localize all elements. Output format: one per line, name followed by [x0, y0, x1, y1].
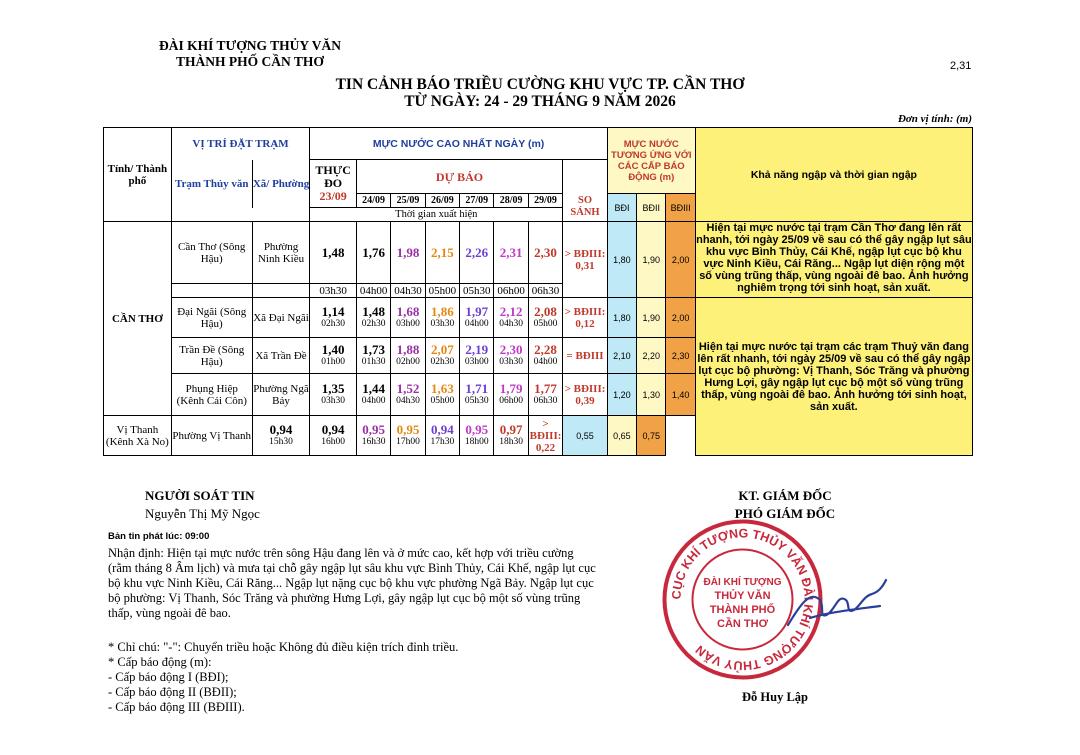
- value-cell: [356, 416, 390, 456]
- time: 16h30: [361, 436, 386, 447]
- value-cell: [528, 298, 562, 338]
- time: 17h30: [430, 436, 455, 447]
- value: 2,12: [499, 303, 523, 319]
- value-cell: [391, 338, 425, 374]
- bd1-value: 0,55: [563, 416, 608, 456]
- header-time: Thời gian xuất hiện: [310, 208, 563, 222]
- time: 02h30: [321, 318, 345, 329]
- value-cell: [356, 222, 390, 284]
- value: 2,08: [534, 303, 557, 319]
- value-cell: [425, 338, 459, 374]
- value: 2,30: [499, 341, 523, 357]
- handwritten-signature: [780, 570, 890, 640]
- table-row: [104, 298, 973, 338]
- ward-name: Phường Ninh Kiều: [252, 222, 310, 284]
- value: 2,19: [465, 341, 489, 357]
- reviewer-block: [145, 487, 260, 523]
- compare-value: > BĐIII: 0,12: [563, 298, 608, 338]
- time: 03h30: [499, 356, 523, 367]
- time: 05h00: [533, 318, 558, 329]
- forecast-date: 27/09: [460, 194, 494, 208]
- value: 1,14: [321, 303, 345, 319]
- time: 03h30: [321, 395, 345, 406]
- header-location-spacer: [171, 208, 310, 222]
- time: 05h30: [460, 284, 494, 298]
- stamp-center-line: THÀNH PHỐ: [709, 604, 776, 616]
- time: 06h00: [494, 284, 528, 298]
- value-cell: [425, 416, 459, 456]
- bd3-value: 2,30: [666, 338, 695, 374]
- value-cell: [310, 416, 357, 456]
- value-cell: [460, 374, 494, 416]
- note-line: - Cấp báo động II (BĐII);: [108, 685, 237, 699]
- value-cell: [425, 298, 459, 338]
- time: 02h30: [361, 318, 386, 329]
- value-cell: [528, 222, 562, 284]
- header-bd3: BĐIII: [666, 194, 695, 222]
- time: 04h30: [391, 284, 425, 298]
- document-title: [200, 76, 880, 110]
- value-cell: [494, 298, 528, 338]
- stamp-ring-text: CỤC KHÍ TƯỢNG THỦY VĂN ĐÀI KHÍ TƯỢNG THỦY VĂN: [669, 526, 816, 673]
- reviewer-name: Nguyễn Thị Mỹ Ngọc: [145, 506, 260, 521]
- value: 1,40: [321, 341, 345, 357]
- value-cell: [460, 338, 494, 374]
- header-max-level: MỰC NƯỚC CAO NHẤT NGÀY (m): [310, 128, 607, 160]
- forecast-date: 26/09: [425, 194, 459, 208]
- value-cell: [494, 338, 528, 374]
- ward-name: Xã Đại Ngãi: [252, 298, 310, 338]
- value-cell: [494, 222, 528, 284]
- ward-name: Phường Ngã Bảy: [252, 374, 310, 416]
- value-cell: [528, 374, 562, 416]
- value: 2,15: [430, 244, 454, 260]
- value-cell: [310, 222, 357, 284]
- forecast-date: 24/09: [356, 194, 390, 208]
- value: 1,73: [362, 341, 385, 357]
- time: 06h30: [528, 284, 562, 298]
- station-name: Phụng Hiệp (Kênh Cái Côn): [171, 374, 252, 416]
- province-cell: CẦN THƠ: [104, 222, 172, 416]
- stamp-center-line: ĐÀI KHÍ TƯỢNG: [703, 577, 782, 588]
- value: 1,77: [534, 380, 557, 396]
- time: 16h00: [321, 436, 345, 447]
- bd2-value: 2,20: [637, 338, 666, 374]
- forecast-date: 28/09: [494, 194, 528, 208]
- signer-name: Đỗ Huy Lập: [742, 690, 808, 704]
- compare-value: > BĐIII: 0,31: [563, 222, 608, 298]
- header-bd1: BĐI: [607, 194, 636, 222]
- value: 1,48: [362, 303, 385, 319]
- header-actual: [310, 160, 357, 208]
- title-line-1: TIN CẢNH BÁO TRIỀU CƯỜNG KHU VỰC TP. CẦN THƠ: [335, 76, 745, 93]
- time: 01h00: [321, 356, 345, 367]
- actual-date: 23/09: [319, 189, 347, 203]
- value-cell: [310, 374, 357, 416]
- value-cell: [460, 298, 494, 338]
- time: 18h30: [499, 436, 523, 447]
- value: 1,35: [321, 380, 345, 396]
- forecast-date: 29/09: [528, 194, 562, 208]
- time: 02h00: [396, 356, 420, 367]
- station-name: Trần Đề (Sông Hậu): [171, 338, 252, 374]
- time: 04h30: [499, 318, 523, 329]
- bd2-value: 1,30: [637, 374, 666, 416]
- title-line-2: TỪ NGÀY: 24 - 29 THÁNG 9 NĂM 2026: [404, 93, 676, 110]
- value: 2,07: [430, 341, 454, 357]
- value-cell: [528, 338, 562, 374]
- value-cell: [425, 222, 459, 284]
- org-line-2: THÀNH PHỐ CẦN THƠ: [176, 54, 324, 69]
- time: 02h30: [430, 356, 455, 367]
- value: 2,30: [534, 244, 557, 260]
- value: 0,95: [396, 421, 420, 437]
- table-row: [104, 222, 973, 284]
- value-cell: [425, 374, 459, 416]
- flood-note: Hiện tại mực nước tại trạm các trạm Thuỷ văn đang lên rất nhanh, tới ngày 25/09 về sau có thể gây ngập lụt cục bộ phường: Vị Thanh, Sóc Trăng và phường Hưng Lợi, gây ngập lụt cục bộ một số vùng trũng thấp, vùng ngoài đê bao. Ảnh hưởng tới sinh hoạt, sản xuất.: [695, 298, 972, 456]
- value: 1,71: [465, 380, 489, 396]
- notes-block: [108, 640, 608, 715]
- director-line-2: PHÓ GIÁM ĐỐC: [734, 506, 836, 521]
- header-alarm-levels: MỰC NƯỚC TƯƠNG ỨNG VỚI CÁC CẤP BÁO ĐỘNG (m): [607, 128, 695, 194]
- issued-time: Bản tin phát lúc: 09:00: [108, 531, 210, 542]
- note-line: * Cấp báo động (m):: [108, 655, 212, 669]
- time: 04h00: [533, 356, 558, 367]
- forecast-table: [103, 127, 973, 456]
- value-cell: [252, 416, 310, 456]
- value: 1,44: [362, 380, 385, 396]
- header-flood-capability: Khả năng ngập và thời gian ngập: [695, 128, 972, 222]
- station-name: Cần Thơ (Sông Hậu): [171, 222, 252, 284]
- header-ward: Xã/ Phường: [252, 160, 310, 208]
- value-cell: [310, 338, 357, 374]
- forecast-date: 25/09: [391, 194, 425, 208]
- time: 03h30: [310, 284, 357, 298]
- bd3-value: 1,40: [666, 374, 695, 416]
- note-line: - Cấp báo động I (BĐI);: [108, 670, 229, 684]
- bd1-value: 1,80: [607, 298, 636, 338]
- time: 03h00: [464, 356, 489, 367]
- value: 1,88: [396, 341, 420, 357]
- value: 0,95: [465, 421, 489, 437]
- bd3-value: 0,75: [637, 416, 666, 456]
- reviewer-title: NGƯỜI SOÁT TIN: [145, 488, 255, 503]
- time: 04h00: [356, 284, 390, 298]
- header-bd2: BĐII: [637, 194, 666, 222]
- stamp-center-line: CẦN THƠ: [717, 618, 768, 630]
- director-line-1: KT. GIÁM ĐỐC: [738, 488, 832, 503]
- value-cell: [391, 416, 425, 456]
- bd1-value: 2,10: [607, 338, 636, 374]
- bd3-value: 2,00: [666, 298, 695, 338]
- value-cell: [356, 338, 390, 374]
- value: 1,97: [465, 303, 489, 319]
- value: 2,26: [465, 244, 489, 260]
- value-cell: [356, 374, 390, 416]
- assessment-paragraph: Nhận định: Hiện tại mực nước trên sông Hậu đang lên và ở mức cao, kết hợp với triều cường (rằm tháng 8 Âm lịch) và mưa tại chỗ gây ngập lụt sâu khu vực Bình Thủy, Cái Khế, ngập lụt cục bộ khu vực Ninh Kiều, Cái Răng... Ngập lụt nặng cục bộ khu vực phường Ngã Bảy. Ngập lụt cục bộ phường: Vị Thanh, Sóc Trăng và phường Hưng Lợi, gây ngập lụt cục bộ một số vùng trũng thấp, vùng ngoài đê bao.: [108, 546, 596, 620]
- ward-name: Phường Vị Thanh: [171, 416, 252, 456]
- time: 17h00: [396, 436, 420, 447]
- value: 1,98: [396, 244, 420, 260]
- time: 04h30: [396, 395, 420, 406]
- value: 1,48: [321, 244, 345, 260]
- header-forecast: DỰ BÁO: [356, 160, 562, 194]
- value: 2,28: [534, 341, 557, 357]
- time: 06h30: [533, 395, 558, 406]
- header-compare-spacer: [563, 160, 608, 194]
- value: 1,86: [430, 303, 454, 319]
- value-cell: [494, 374, 528, 416]
- value: 1,63: [430, 380, 454, 396]
- page-number: 2,31: [950, 60, 972, 72]
- value: 0,95: [362, 421, 385, 437]
- value-cell: [460, 222, 494, 284]
- compare-value: = BĐIII: [563, 338, 608, 374]
- compare-value: > BĐIII: 0,39: [563, 374, 608, 416]
- value: 1,76: [362, 244, 385, 260]
- org-line-1: ĐÀI KHÍ TƯỢNG THỦY VĂN: [158, 38, 342, 53]
- station-spacer: [171, 284, 252, 298]
- ward-spacer: [252, 284, 310, 298]
- value: 0,94: [321, 421, 345, 437]
- value-cell: [310, 298, 357, 338]
- value-cell: [391, 298, 425, 338]
- value-cell: [391, 222, 425, 284]
- time: 04h00: [464, 318, 489, 329]
- bd1-value: 1,80: [607, 222, 636, 298]
- header-province: Tỉnh/ Thành phố: [104, 128, 172, 222]
- time: 03h00: [396, 318, 420, 329]
- header-location: VỊ TRÍ ĐẶT TRẠM: [171, 128, 310, 160]
- value-cell: [494, 416, 528, 456]
- time: 06h00: [499, 395, 523, 406]
- station-name: Đại Ngãi (Sông Hậu): [171, 298, 252, 338]
- ward-name: Xã Trần Đề: [252, 338, 310, 374]
- value: 0,94: [430, 421, 454, 437]
- actual-label: THỰC ĐO: [315, 163, 351, 190]
- bd3-value: 2,00: [666, 222, 695, 298]
- bd2-value: 0,65: [607, 416, 636, 456]
- note-line: - Cấp báo động III (BĐIII).: [108, 700, 245, 714]
- value: 1,52: [396, 380, 420, 396]
- value: 0,97: [499, 421, 523, 437]
- value-cell: [391, 374, 425, 416]
- time: 03h30: [430, 318, 455, 329]
- bd2-value: 1,90: [637, 298, 666, 338]
- signature-stroke: [788, 580, 886, 625]
- value: 1,79: [499, 380, 523, 396]
- time: 18h00: [464, 436, 489, 447]
- time: 05h30: [464, 395, 489, 406]
- time: 05h00: [425, 284, 459, 298]
- flood-note: Hiện tại mực nước tại trạm Cần Thơ đang lên rất nhanh, tới ngày 25/09 về sau có thể gây ngập lụt sâu khu vực Bình Thủy, Cái Khế, ngập lụt cục bộ khu vực Ninh Kiều, Cái Răng... Ngập lụt diện rộng một số vùng trũng thấp, vùng ngoài đê bao. Ảnh hưởng nghiêm trọng tới sinh hoạt, sản xuất.: [695, 222, 972, 298]
- header-compare: SO SÁNH: [563, 194, 608, 222]
- value-cell: [460, 416, 494, 456]
- organization-name: [100, 38, 400, 70]
- stamp-center-line: THỦY VĂN: [714, 590, 771, 602]
- time: 04h00: [361, 395, 386, 406]
- time: 05h00: [430, 395, 455, 406]
- note-line: * Chỉ chú: "-": Chuyển triều hoặc Không đủ điều kiện trích đỉnh triều.: [108, 640, 459, 654]
- value: 2,31: [499, 244, 523, 260]
- time: 01h30: [361, 356, 386, 367]
- bd2-value: 1,90: [637, 222, 666, 298]
- unit-label: Đơn vị tính: (m): [897, 113, 972, 125]
- bd1-value: 1,20: [607, 374, 636, 416]
- compare-value: > BĐIII: 0,22: [529, 417, 562, 454]
- station-name: Vị Thanh (Kênh Xà No): [104, 416, 172, 456]
- value-cell: [356, 298, 390, 338]
- value: 0,94: [269, 421, 293, 437]
- value: 1,68: [396, 303, 420, 319]
- time: 15h30: [269, 436, 293, 447]
- header-station: Trạm Thủy văn: [171, 160, 252, 208]
